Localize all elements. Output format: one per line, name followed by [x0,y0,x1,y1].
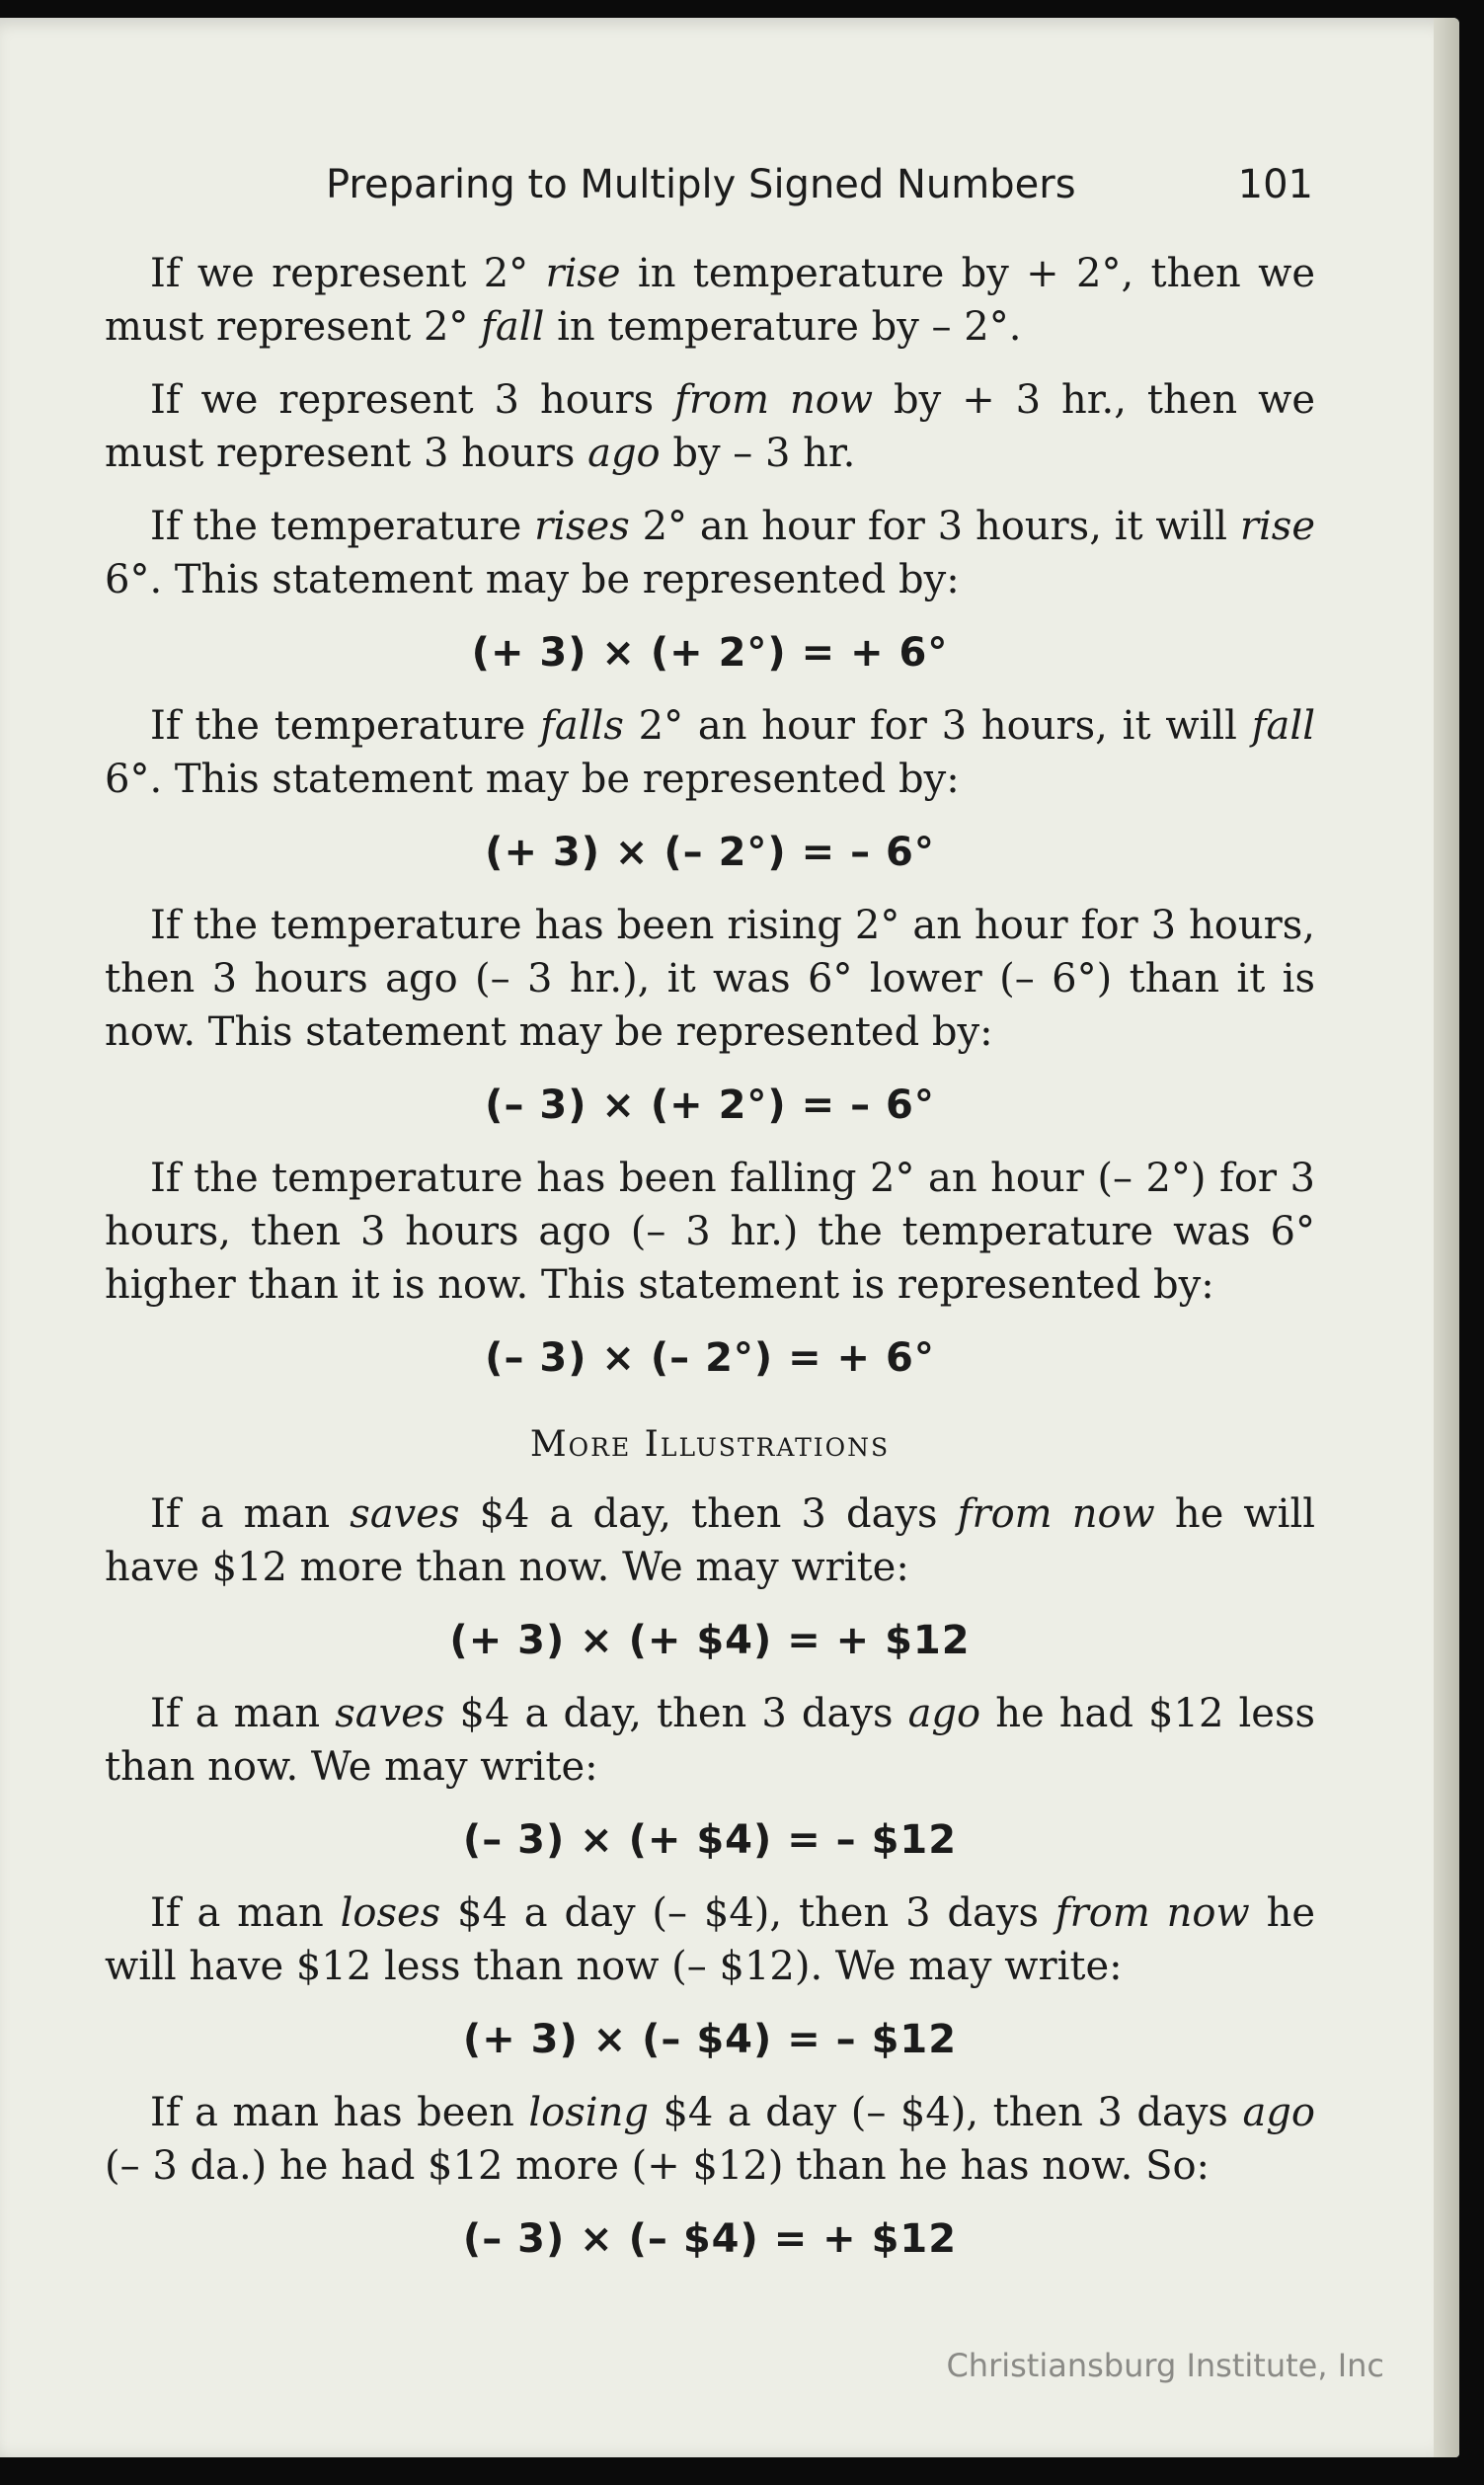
text-run: If we represent 2° [150,251,546,296]
paragraph [105,247,1315,354]
text-run: $4 a day, then 3 days [459,1491,958,1537]
watermark: Christiansburg Institute, Inc [946,2347,1384,2384]
page-number: 101 [1237,162,1313,207]
text-run: If a man [150,1691,336,1736]
equation: (– 3) × (+ 2°) = – 6° [485,1082,935,1128]
running-header [326,162,1313,221]
equation: (+ 3) × (+ $4) = + $12 [449,1618,971,1663]
text-run: by – 3 hr. [660,431,856,476]
equation: (– 3) × (– 2°) = + 6° [485,1335,935,1381]
text-run: If the temperature [150,504,535,549]
paragraph [105,1152,1315,1312]
italic-text: from now [957,1491,1155,1537]
italic-text: falls [540,703,624,749]
italic-text: rises [534,504,630,549]
equation: (+ 3) × (+ 2°) = + 6° [471,630,949,676]
equation: (+ 3) × (– 2°) = – 6° [485,830,935,875]
italic-text: ago [1242,2090,1315,2135]
text-run: $4 a day (– $4), then 3 days [440,1890,1055,1936]
chapter-title: Preparing to Multiply Signed Numbers [326,162,1076,207]
text-run: he will have $12 less than now (– $12). We may write: [105,1890,1316,1989]
text-run: 2° an hour for 3 hours, it will [623,703,1252,749]
italic-text: rise [545,251,621,296]
italic-text: from now [674,377,874,423]
text-run: $4 a day, then 3 days [444,1691,908,1736]
text-run: $4 a day (– $4), then 3 days [648,2090,1243,2135]
text-run: he will have $12 more than now. We may write: [105,1491,1316,1590]
text-run: he had $12 less than now. We may write: [105,1691,1316,1790]
text-run: If a man [150,1491,351,1537]
text-run: If the temperature has been falling 2° an hour (– 2°) for 3 hours, then 3 hours ago (– 3 hr.) the temperature was 6° higher than it is now. This statement is represented by: [105,1156,1315,1308]
italic-text: saves [350,1491,460,1537]
italic-text: saves [335,1691,445,1736]
text-run: by + 3 hr., then we must represent 3 hours [105,377,1315,476]
page-edge [1434,18,1459,2457]
italic-text: ago [587,431,661,476]
paragraph [105,1886,1315,1993]
text-run: in temperature by – 2°. [544,304,1022,350]
section-heading: More Illustrations [529,1424,891,1465]
text-run: If a man [150,1890,341,1936]
equation: (+ 3) × (– $4) = – $12 [462,2017,958,2062]
equation: (– 3) × (– $4) = + $12 [462,2216,958,2262]
italic-text: fall [1251,703,1315,749]
text-run: 2° an hour for 3 hours, it will [629,504,1240,549]
text-run: If a man has been [150,2090,529,2135]
text-run: in temperature by + 2°, then we must represent 2° [105,251,1315,350]
italic-text: loses [340,1890,441,1936]
paragraph [105,1687,1315,1794]
equation: (– 3) × (+ $4) = – $12 [462,1817,958,1863]
book-page [0,18,1459,2457]
text-run: If we represent 3 hours [150,377,675,423]
paragraph [105,1487,1315,1594]
text-run: 6°. This statement may be represented by: [105,757,960,802]
text-run: (– 3 da.) he had $12 more (+ $12) than he has now. So: [105,2143,1211,2189]
paragraph [105,899,1315,1059]
italic-text: losing [528,2090,649,2135]
page-body [105,247,1315,2285]
italic-text: from now [1054,1890,1250,1936]
italic-text: ago [907,1691,981,1736]
paragraph [105,373,1315,480]
paragraph [105,500,1315,606]
text-run: If the temperature has been rising 2° an hour for 3 hours, then 3 hours ago (– 3 hr.), it was 6° lower (– 6°) than it is now. This statement may be represented by: [105,903,1315,1055]
italic-text: fall [481,304,545,350]
text-run: 6°. This statement may be represented by: [105,557,960,602]
text-run: If the temperature [150,703,541,749]
paragraph [105,2086,1315,2193]
paragraph [105,699,1315,806]
italic-text: rise [1239,504,1315,549]
